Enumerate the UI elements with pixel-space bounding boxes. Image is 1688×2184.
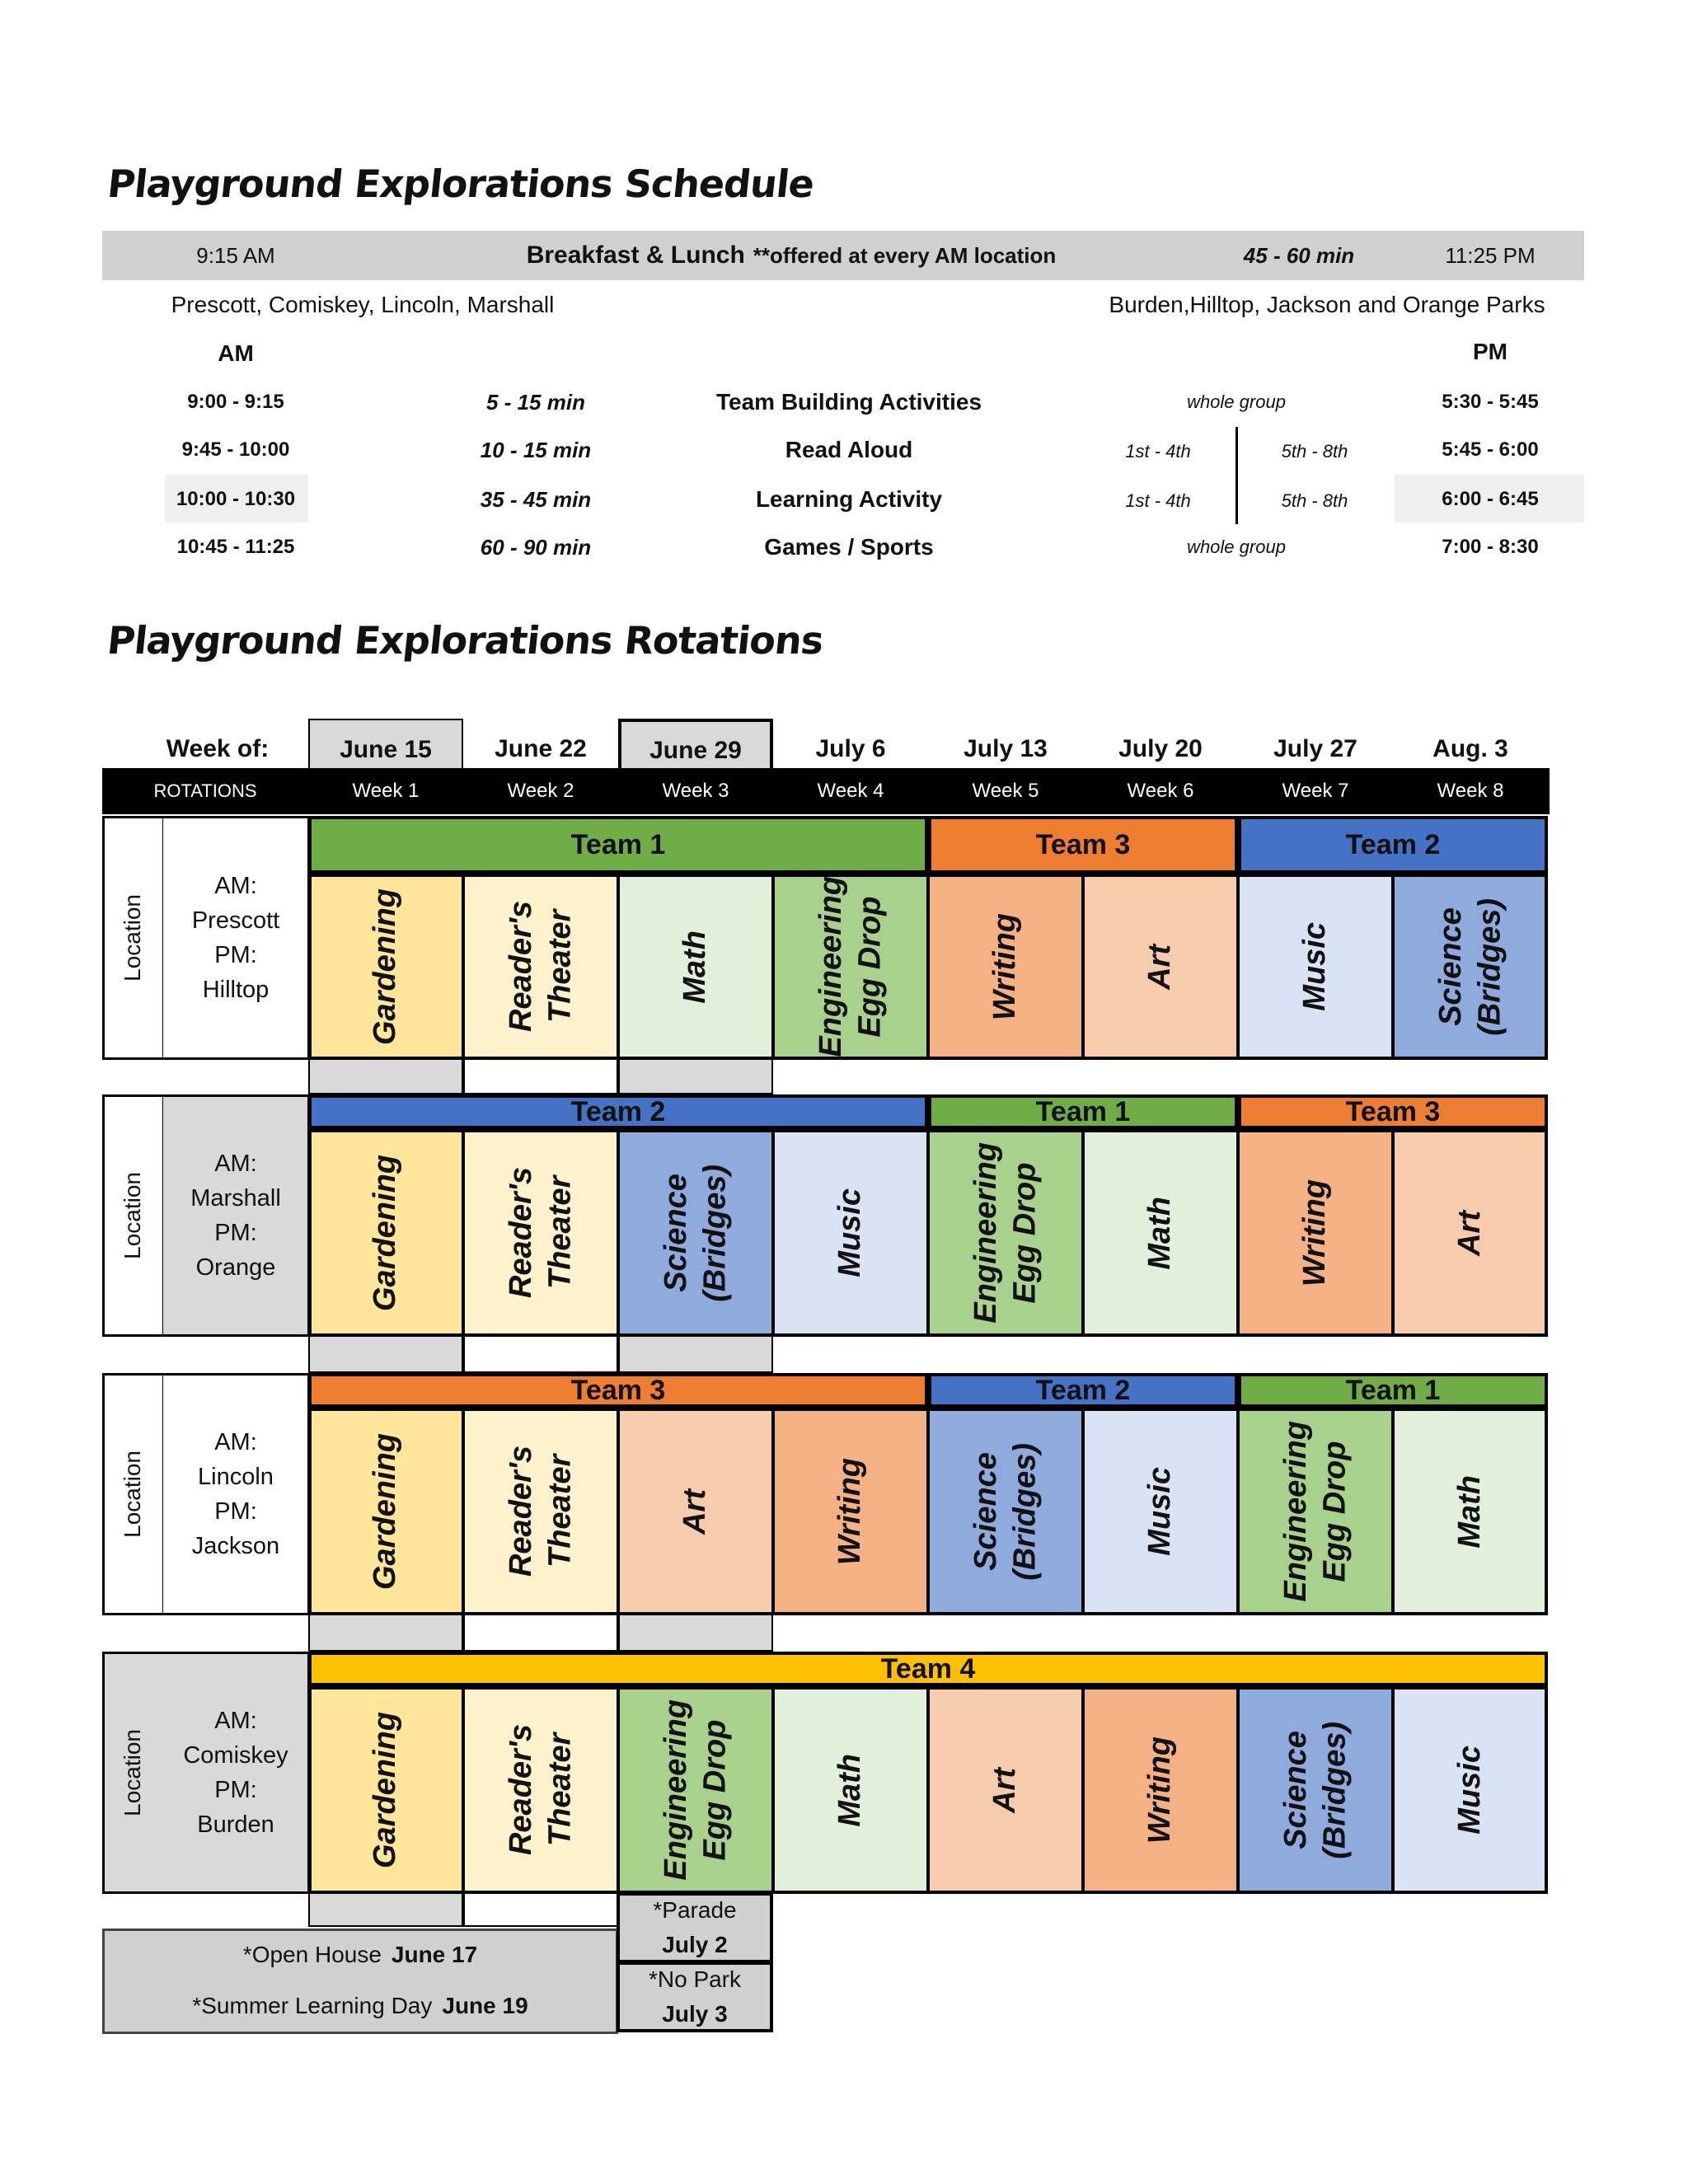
header-pm-time: 11:25 PM [1445,242,1536,268]
open-house-note [102,1929,618,1981]
gap-cell [463,1894,618,1927]
activity-label: Music [832,1188,868,1277]
activity-label: Math [832,1753,868,1827]
row-duration: 5 - 15 min [486,389,585,415]
location-label: Location [120,1451,145,1538]
activity-label: Art [1452,1210,1488,1256]
week-label: Week 8 [1437,780,1504,802]
row-pm-time: 5:30 - 5:45 [1442,391,1539,413]
grid-border [308,1686,1548,1894]
week-label: Week 2 [507,780,574,802]
am-label: AM [218,340,254,366]
team-bar: Team 1 [1238,1373,1548,1408]
week-date: Aug. 3 [1432,735,1508,762]
week-label: Week 6 [1127,780,1194,802]
week-label: Week 4 [817,780,884,802]
row-group-right: 5th - 8th [1281,441,1348,462]
week-date: July 20 [1118,735,1203,762]
activity-label: Science (Bridges) [658,1164,732,1302]
row-activity: Games / Sports [764,534,934,560]
gap-cell [308,1615,463,1652]
week-date: July 27 [1273,735,1357,762]
location-sites: AM: Prescott PM: Hilltop [191,873,280,1003]
header-duration: 45 - 60 min [1243,242,1355,268]
team-bar: Team 3 [1238,1094,1548,1129]
parade-date: July 2 [662,1932,728,1957]
row-duration: 35 - 45 min [480,486,592,512]
activity-label: Math [678,930,713,1004]
am-locations: Prescott, Comiskey, Lincoln, Marshall [171,292,555,317]
activity-label: Music [1452,1746,1488,1835]
team-bar: Team 2 [1238,816,1548,874]
location-label: Location [120,1729,145,1816]
location-sites: AM: Comiskey PM: Burden [183,1708,288,1838]
week-label: Week 7 [1282,780,1349,802]
header-center [462,231,1121,280]
pm-label: PM [1473,339,1507,364]
location-vertical-label [102,1652,163,1894]
gap-cell [308,1337,463,1373]
row-duration: 10 - 15 min [480,437,592,462]
row-activity: Read Aloud [785,437,913,462]
learning-day-note [102,1980,618,2032]
gap-cell [308,1894,463,1927]
activity-label: Engineering Egg Drop [658,1699,732,1881]
open-house-date: June 17 [391,1942,478,1967]
week-of-label: Week of: [166,735,270,762]
learning-day-label: *Summer Learning Day [192,1993,433,2018]
row-group-right: 5th - 8th [1281,490,1348,511]
gap-cell [618,1337,773,1373]
week-label: Week 3 [662,780,729,802]
row-group: whole group [1187,537,1286,557]
grid-border [308,1408,1548,1615]
header-center-main: Breakfast & Lunch [526,241,745,269]
header-center-note: **offered at every AM location [753,242,1057,268]
activity-label: Science (Bridges) [1278,1721,1352,1859]
row-am-time: 10:00 - 10:30 [176,488,296,510]
location-sites: AM: Marshall PM: Orange [190,1151,281,1281]
team-bar: Team 2 [308,1094,928,1129]
activity-label: Writing [987,912,1023,1021]
pm-locations: Burden,Hilltop, Jackson and Orange Parks [1109,292,1545,317]
activity-label: Art [1142,944,1178,990]
location-sites: AM: Lincoln PM: Jackson [191,1429,280,1559]
row-group-left: 1st - 4th [1125,490,1191,511]
header-am-time: 9:15 AM [196,242,275,268]
activity-label: Reader's Theater [503,1167,577,1299]
row-group-left: 1st - 4th [1125,441,1191,462]
gap-cell [618,1060,773,1094]
activity-label: Art [678,1488,713,1535]
week-date: June 29 [618,719,773,768]
parade-label: *Parade [653,1897,737,1923]
team-bar: Team 2 [928,1373,1238,1408]
rotations-label: ROTATIONS [153,780,257,801]
learning-day-date: June 19 [442,1993,528,2018]
activity-label: Music [1142,1467,1178,1556]
schedule-title: Playground Explorations Schedule [105,162,816,206]
activity-label: Engineering Egg Drop [1278,1421,1352,1602]
location-vertical-label [102,816,163,1060]
activity-label: Engineering Egg Drop [968,1142,1042,1324]
week-label: Week 1 [352,780,420,802]
activity-label: Music [1297,922,1333,1011]
week-date: June 22 [495,735,587,762]
gap-cell [463,1615,618,1652]
location-label: Location [120,1172,145,1259]
week-date: July 6 [815,735,886,762]
row-am-time: 10:45 - 11:25 [176,536,295,558]
team-bar: Team 3 [928,816,1238,874]
row-activity: Learning Activity [755,486,943,512]
gap-cell [463,1060,618,1094]
row-pm-time: 6:00 - 6:45 [1442,488,1539,510]
activity-label: Math [1142,1196,1178,1270]
activity-label: Gardening [368,1154,403,1312]
row-am-time: 9:00 - 9:15 [187,391,284,413]
location-vertical-label [102,1373,163,1615]
activity-label: Science (Bridges) [1432,898,1507,1036]
row-am-time: 9:45 - 10:00 [181,438,290,461]
location-vertical-label [102,1094,163,1337]
rotations-title: Playground Explorations Rotations [105,618,826,663]
location-label: Location [120,894,145,982]
team-bar: Team 1 [928,1094,1238,1129]
activity-label: Writing [1142,1736,1178,1844]
activity-label: Reader's Theater [503,1724,577,1856]
activity-label: Writing [1297,1179,1333,1287]
week-date: July 13 [964,735,1048,762]
activity-label: Art [987,1767,1023,1813]
activity-label: Gardening [368,1432,403,1591]
nopark-date: July 3 [662,2001,728,2027]
open-house-label: *Open House [242,1942,382,1967]
nopark-label: *No Park [648,1966,742,1992]
row-activity: Team Building Activities [715,389,982,415]
week-date: June 15 [308,719,463,768]
row-group: whole group [1187,391,1286,412]
week-label: Week 5 [972,780,1039,802]
grid-border [308,874,1548,1060]
row-pm-time: 7:00 - 8:30 [1442,536,1539,558]
gap-cell [308,1060,463,1094]
team-bar: Team 4 [308,1652,1548,1686]
team-bar: Team 1 [308,816,928,874]
activity-label: Science (Bridges) [968,1442,1042,1581]
row-pm-time: 5:45 - 6:00 [1442,438,1539,461]
team-bar: Team 3 [308,1373,928,1408]
activity-label: Writing [832,1457,868,1566]
gap-cell [463,1337,618,1373]
activity-label: Reader's Theater [503,1446,577,1577]
gap-cell [618,1615,773,1652]
row-duration: 60 - 90 min [480,534,592,560]
activity-label: Engineering Egg Drop [813,876,887,1057]
grid-border [308,1129,1548,1337]
activity-label: Gardening [368,1711,403,1869]
activity-label: Gardening [368,888,403,1046]
activity-label: Reader's Theater [503,901,577,1033]
activity-label: Math [1452,1474,1488,1549]
